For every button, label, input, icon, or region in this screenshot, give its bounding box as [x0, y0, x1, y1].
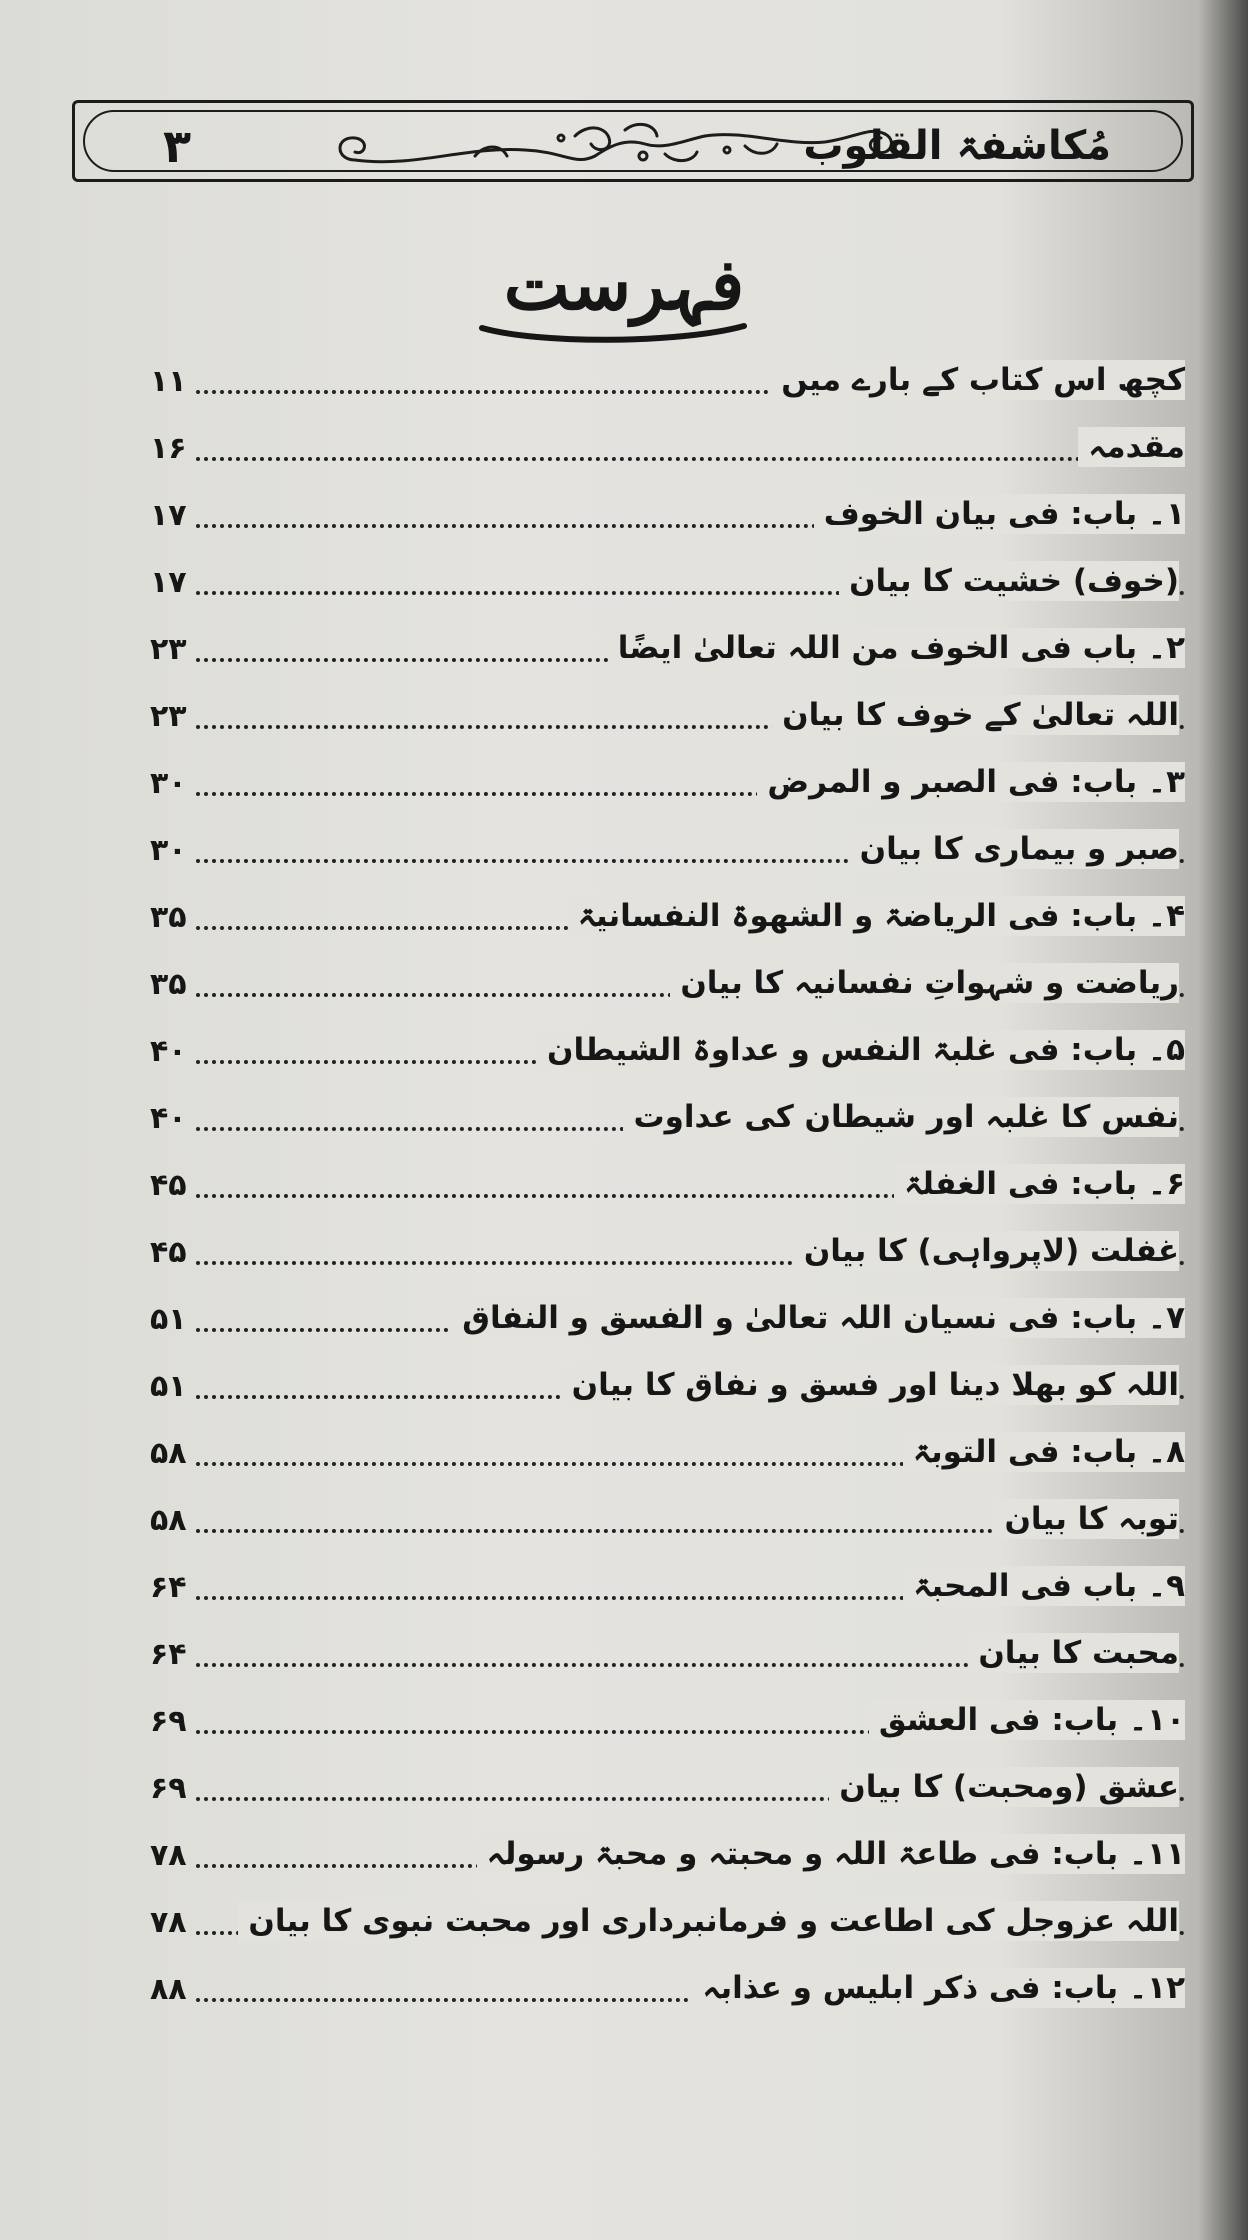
toc-entry-title: ۵۔ باب: فی غلبۃ النفس و عداوۃ الشیطان: [537, 1030, 1185, 1070]
toc-entry-title: عشق (ومحبت) کا بیان: [829, 1767, 1179, 1807]
toc-entry-title: کچھ اس کتاب کے بارے میں: [771, 360, 1185, 400]
toc-entry[interactable]: [150, 1752, 1185, 1819]
toc-entry[interactable]: [150, 1618, 1185, 1685]
toc-entry-page: ۷۸: [150, 1905, 187, 1940]
toc-entry-page: ۴۰: [150, 1101, 187, 1136]
toc-entry-page: ۶۴: [150, 1637, 187, 1672]
toc-entry-page: ۳۰: [150, 833, 187, 868]
toc-entry-title: مقدمہ: [1078, 427, 1185, 467]
toc-entry-page: ۵۸: [150, 1436, 187, 1471]
toc-entry[interactable]: [150, 1216, 1185, 1283]
toc-entry-page: ۶۴: [150, 1570, 187, 1605]
toc-entry-page: ۱۷: [150, 565, 187, 600]
toc-entry-page: ۸۸: [150, 1972, 187, 2007]
toc-entry-title: ۱۰۔ باب: فی العشق: [869, 1700, 1185, 1740]
toc-entry-page: ۲۳: [150, 699, 187, 734]
toc-entry-title: ۱۱۔ باب: فی طاعۃ اللہ و محبتہ و محبۃ رسولہ: [477, 1834, 1185, 1874]
toc-entry-page: ۳۵: [150, 900, 187, 935]
toc-entry[interactable]: [150, 1685, 1185, 1752]
toc-entry-title: (خوف) خشیت کا بیان: [839, 561, 1179, 601]
toc-entry[interactable]: [150, 479, 1185, 546]
toc-entry-page: ۷۸: [150, 1838, 187, 1873]
toc-entry[interactable]: [150, 1417, 1185, 1484]
toc-entry-title: ۸۔ باب: فی التوبۃ: [903, 1432, 1185, 1472]
toc-entry[interactable]: [150, 546, 1185, 613]
toc-entry-page: ۵۸: [150, 1503, 187, 1538]
toc-entry-page: ۵۱: [150, 1302, 187, 1337]
toc-entry-title: توبہ کا بیان: [994, 1499, 1179, 1539]
heading-underline-swash: [478, 318, 748, 348]
toc-entry-title: ۲۔ باب فی الخوف من اللہ تعالیٰ ایضًا: [608, 628, 1185, 668]
toc-entry-page: ۳۰: [150, 766, 187, 801]
toc-entry[interactable]: [150, 747, 1185, 814]
toc-entry[interactable]: [150, 1082, 1185, 1149]
toc-entry-page: ۵۱: [150, 1369, 187, 1404]
toc-entry[interactable]: [150, 1484, 1185, 1551]
toc-entry[interactable]: [150, 1350, 1185, 1417]
toc-entry[interactable]: [150, 1551, 1185, 1618]
toc-entry-page: ۱۷: [150, 498, 187, 533]
toc-entry[interactable]: [150, 1953, 1185, 2020]
toc-entry-page: ۴۵: [150, 1235, 187, 1270]
toc-entry-title: ۱۔ باب: فی بیان الخوف: [814, 494, 1185, 534]
toc-entry[interactable]: [150, 948, 1185, 1015]
toc-entry-title: ۴۔ باب: فی الریاضۃ و الشھوۃ النفسانیۃ: [568, 896, 1185, 936]
toc-entry-page: ۶۹: [150, 1771, 187, 1806]
toc-entry-title: ۷۔ باب: فی نسیان اللہ تعالیٰ و الفسق و النفاق: [452, 1298, 1185, 1338]
toc-entry-title: ۳۔ باب: فی الصبر و المرض: [757, 762, 1185, 802]
toc-entry-title: اللہ عزوجل کی اطاعت و فرمانبرداری اور محبت نبوی کا بیان: [238, 1901, 1179, 1941]
toc-entry-page: ۳۵: [150, 967, 187, 1002]
toc-entry[interactable]: [150, 881, 1185, 948]
toc-entry[interactable]: [150, 814, 1185, 881]
toc-entry-title: ۱۲۔ باب: فی ذکر ابلیس و عذابہ: [692, 1968, 1185, 2008]
toc-entry-page: ۲۳: [150, 632, 187, 667]
toc-entry-page: ۱۱: [150, 364, 187, 399]
header-inner-frame: [83, 110, 1183, 172]
toc-entry-title: محبت کا بیان: [968, 1633, 1179, 1673]
toc-entry-title: ریاضت و شہواتِ نفسانیہ کا بیان: [670, 963, 1179, 1003]
toc-entry-page: ۴۵: [150, 1168, 187, 1203]
toc-entry-title: اللہ کو بھلا دینا اور فسق و نفاق کا بیان: [562, 1365, 1179, 1405]
toc-entry-title: نفس کا غلبہ اور شیطان کی عداوت: [623, 1097, 1179, 1137]
dot-leader: [196, 457, 1185, 461]
toc-entry[interactable]: [150, 1819, 1185, 1886]
running-header: [72, 100, 1194, 182]
toc-entry-title: صبر و بیماری کا بیان: [850, 829, 1179, 869]
toc-entry-title: ۹۔ باب فی المحبۃ: [903, 1566, 1185, 1606]
toc-entry[interactable]: [150, 1886, 1185, 1953]
toc-entry[interactable]: [150, 680, 1185, 747]
toc-entry-title: ۶۔ باب: فی الغفلۃ: [894, 1164, 1185, 1204]
toc-list: [150, 345, 1185, 2020]
toc-entry[interactable]: [150, 613, 1185, 680]
toc-entry-title: غفلت (لاپرواہی) کا بیان: [794, 1231, 1179, 1271]
toc-entry[interactable]: [150, 345, 1185, 412]
toc-entry[interactable]: [150, 1015, 1185, 1082]
toc-entry-page: ۶۹: [150, 1704, 187, 1739]
page-number: ۳: [163, 119, 192, 173]
toc-entry[interactable]: [150, 412, 1185, 479]
toc-entry-page: ۱۶: [150, 431, 187, 466]
toc-entry[interactable]: [150, 1149, 1185, 1216]
toc-entry-page: ۴۰: [150, 1034, 187, 1069]
book-title: مُکاشفۃ القلوب: [803, 123, 1111, 169]
toc-entry[interactable]: [150, 1283, 1185, 1350]
toc-heading: فہرست: [503, 243, 745, 326]
toc-entry-title: اللہ تعالیٰ کے خوف کا بیان: [772, 695, 1179, 735]
